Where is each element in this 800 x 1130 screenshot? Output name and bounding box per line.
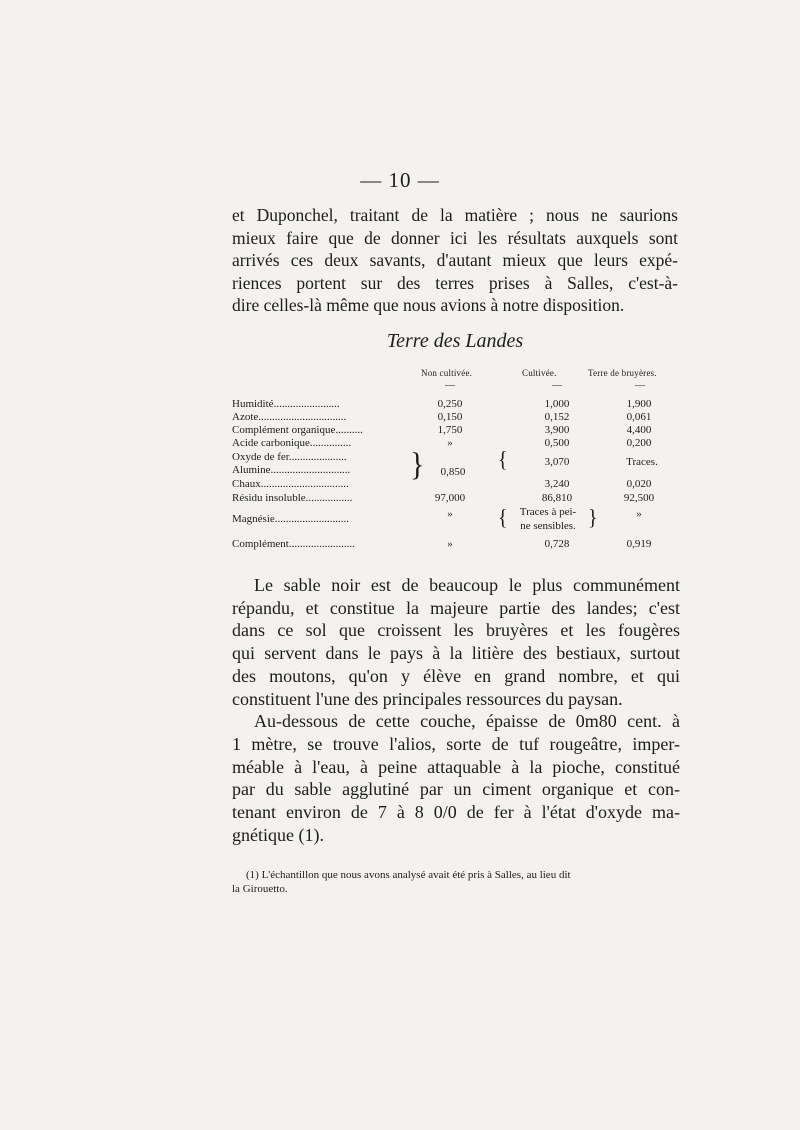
column-header-terre-bruyeres: Terre de bruyères.	[588, 368, 657, 378]
cell-bruyeres: 1,900	[626, 398, 652, 410]
cell-non-cultivee: »	[447, 437, 453, 449]
table-row	[232, 398, 682, 411]
cell-non-cultivee: 0,250	[437, 398, 463, 410]
brace-left: {	[498, 505, 508, 531]
intro-paragraph	[232, 204, 678, 317]
text-line: 1 mètre, se trouve l'alios, sorte de tuf rougeâtre, imper-	[232, 733, 680, 754]
cell-merged-non-cultivee: 0,850	[440, 466, 466, 478]
row-label: Complément organique..........	[232, 424, 363, 436]
cell-non-cultivee: »	[447, 508, 453, 520]
row-label: Chaux................................	[232, 478, 349, 490]
column-dash: —	[635, 380, 645, 391]
cell-bruyeres: 0,061	[626, 411, 652, 423]
text-line: répandu, et constitue la majeure partie des landes; c'est	[232, 597, 680, 618]
body-paragraph	[232, 574, 680, 846]
text-line: des moutons, qu'on y élève en grand nombre, et qui	[232, 665, 680, 686]
text-line: arrivés ces deux savants, d'autant mieux que leurs expé-	[232, 250, 678, 270]
table-row	[232, 492, 682, 505]
cell-bruyeres: 0,020	[626, 478, 652, 490]
table-row	[232, 538, 682, 551]
cell-bruyeres: 0,200	[626, 437, 652, 449]
row-label: Complément........................	[232, 538, 355, 550]
table-row	[232, 411, 682, 424]
row-label: Azote................................	[232, 411, 347, 423]
text-line: Au-dessous de cette couche, épaisse de 0m80 cent. à	[254, 711, 680, 732]
text-line: tenant environ de 7 à 8 0/0 de fer à l'état d'oxyde ma-	[232, 802, 680, 823]
cell-non-cultivee: 97,000	[434, 492, 466, 504]
column-dash: —	[445, 380, 455, 391]
row-label: Humidité........................	[232, 398, 340, 410]
text-line: méable à l'eau, à peine attaquable à la pioche, constitué	[232, 756, 680, 777]
row-label: Résidu insoluble.................	[232, 492, 353, 504]
text-line: Le sable noir est de beaucoup le plus communément	[254, 575, 680, 595]
row-label: Magnésie...........................	[232, 513, 350, 525]
text-line: dans ce sol que croissent les bruyères et les fougères	[232, 620, 680, 641]
cell-cultivee: 86,810	[541, 492, 573, 504]
table-row	[232, 478, 682, 491]
brace-left: {	[498, 447, 508, 473]
footnote	[232, 868, 678, 896]
cell-cultivee: 1,000	[544, 398, 570, 410]
cell-merged-cultivee: 3,070	[544, 456, 570, 468]
cell-non-cultivee: 1,750	[437, 424, 463, 436]
text-line: gnétique (1).	[232, 824, 324, 845]
row-label: Oxyde de fer.....................	[232, 451, 347, 463]
column-dash: —	[552, 380, 562, 391]
cell-magnesie-cultivee-line2: ne sensibles.	[520, 520, 576, 532]
column-header-non-cultivee: Non cultivée.	[421, 368, 473, 378]
text-line: riences portent sur des terres prises à Salles, c'est-à-	[232, 272, 678, 293]
cell-cultivee: 3,900	[544, 424, 570, 436]
cell-non-cultivee: »	[447, 538, 453, 550]
column-header-cultivee: Cultivée.	[522, 368, 557, 378]
text-line: dire celles-là même que nous avions à notre disposition.	[232, 295, 625, 315]
text-line: par du sable agglutiné par un ciment organique et con-	[232, 779, 680, 800]
cell-non-cultivee: 0,150	[437, 411, 463, 423]
text-line: et Duponchel, traitant de la matière ; nous ne saurions	[232, 205, 678, 225]
table-row	[232, 424, 682, 437]
cell-cultivee: 0,500	[544, 437, 570, 449]
brace-right: }	[588, 505, 598, 531]
footnote-line: la Girouetto.	[232, 883, 288, 895]
cell-bruyeres: 92,500	[623, 492, 655, 504]
cell-magnesie-cultivee-line1: Traces à pei-	[519, 506, 577, 518]
row-label: Acide carbonique...............	[232, 437, 352, 449]
cell-cultivee: 3,240	[544, 478, 570, 490]
table-row	[232, 437, 682, 450]
text-line: constituent l'une des principales ressources du paysan.	[232, 688, 623, 709]
cell-bruyeres: 4,400	[626, 424, 652, 436]
text-line: mieux faire que de donner ici les résultats auxquels sont	[232, 227, 678, 248]
cell-bruyeres: »	[636, 508, 642, 520]
cell-cultivee: 0,728	[544, 538, 570, 550]
brace-right: }	[410, 446, 425, 483]
cell-cultivee: 0,152	[544, 411, 570, 423]
table-title: Terre des Landes	[386, 330, 524, 352]
text-line: qui servent dans le pays à la litière des bestiaux, surtout	[232, 643, 680, 664]
page-number: — 10 —	[360, 168, 440, 192]
cell-merged-bruyeres: Traces.	[626, 456, 658, 468]
cell-bruyeres: 0,919	[626, 538, 652, 550]
footnote-line: (1) L'échantillon que nous avons analysé avait été pris à Salles, au lieu dit	[246, 869, 571, 881]
row-label: Alumine.............................	[232, 464, 351, 476]
